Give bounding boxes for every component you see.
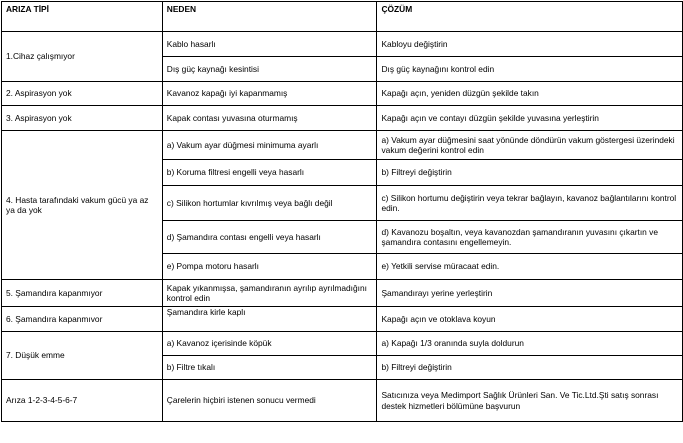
header-row (2, 2, 683, 32)
fault-cell: 5. Şamandıra kapanmıyor (2, 280, 163, 307)
troubleshooting-table (1, 1, 683, 422)
fault-cell: 2. Aspirasyon yok (2, 82, 163, 106)
cause-cell: Kapak yıkanmışsa, şamandıranın ayrılıp ayrılmadığını kontrol edin (162, 280, 377, 307)
solution-cell: Kapağı açın ve contayı düzgün şekilde yuvasına yerleştirin (377, 106, 683, 131)
solution-cell: Dış güç kaynağını kontrol edin (377, 57, 683, 82)
table-row (2, 280, 683, 307)
fault-cell: 4. Hasta tarafındaki vakum gücü ya az ya da yok (2, 131, 163, 280)
header-cause: NEDEN (162, 2, 377, 32)
solution-cell: e) Yetkili servise müracaat edin. (377, 254, 683, 280)
cause-cell: Çarelerin hiçbiri istenen sonucu vermedi (162, 380, 377, 422)
fault-cell: 3. Aspirasyon yok (2, 106, 163, 131)
cause-cell: Dış güç kaynağı kesintisi (162, 57, 377, 82)
table-row (2, 131, 683, 160)
table-row (2, 307, 683, 332)
fault-cell: 1.Cihaz çalışmıyor (2, 32, 163, 82)
cause-cell: Kapak contası yuvasına oturmamış (162, 106, 377, 131)
cause-cell: c) Silikon hortumlar kıvrılmış veya bağlı değil (162, 186, 377, 221)
table-row (2, 380, 683, 422)
table-row (2, 106, 683, 131)
cause-cell: Kavanoz kapağı iyi kapanmamış (162, 82, 377, 106)
header-solution: ÇÖZÜM (377, 2, 683, 32)
solution-cell: b) Filtreyi değiştirin (377, 160, 683, 186)
cause-cell: b) Filtre tıkalı (162, 356, 377, 380)
solution-cell: d) Kavanozu boşaltın, veya kavanozdan şamandıranın yuvasını çıkartın ve şamandıra contasını engellemeyin. (377, 221, 683, 254)
fault-cell: 7. Düşük emme (2, 332, 163, 380)
cause-cell: Kablo hasarlı (162, 32, 377, 57)
solution-cell: a) Vakum ayar düğmesini saat yönünde döndürün vakum göstergesi üzerindeki vakum değerini kontrol edin (377, 131, 683, 160)
table-row (2, 32, 683, 57)
solution-cell: Kapağı açın ve otoklava koyun (377, 307, 683, 332)
solution-cell: Kabloyu değiştirin (377, 32, 683, 57)
cause-cell: a) Vakum ayar düğmesi minimuma ayarlı (162, 131, 377, 160)
table-row (2, 82, 683, 106)
solution-cell: Şamandırayı yerine yerleştirin (377, 280, 683, 307)
solution-cell: b) Filtreyi değiştirin (377, 356, 683, 380)
solution-cell: Kapağı açın, yeniden düzgün şekilde takın (377, 82, 683, 106)
cause-cell: a) Kavanoz içerisinde köpük (162, 332, 377, 356)
solution-cell: Satıcınıza veya Medimport Sağlık Ürünleri San. Ve Tic.Ltd.Şti satış sonrası destek hizmetleri bölümüne başvurun (377, 380, 683, 422)
table-row (2, 332, 683, 356)
cause-cell: Şamandıra kirle kaplı (162, 307, 377, 332)
header-fault-type: ARIZA TİPİ (2, 2, 163, 32)
cause-cell: d) Şamandıra contası engelli veya hasarlı (162, 221, 377, 254)
cause-cell: b) Koruma filtresi engelli veya hasarlı (162, 160, 377, 186)
fault-cell: Arıza 1-2-3-4-5-6-7 (2, 380, 163, 422)
fault-cell: 6. Şamandıra kapanmıvor (2, 307, 163, 332)
solution-cell: c) Silikon hortumu değiştirin veya tekrar bağlayın, kavanoz bağlantılarını kontrol edin. (377, 186, 683, 221)
cause-cell: e) Pompa motoru hasarlı (162, 254, 377, 280)
solution-cell: a) Kapağı 1/3 oranında suyla doldurun (377, 332, 683, 356)
